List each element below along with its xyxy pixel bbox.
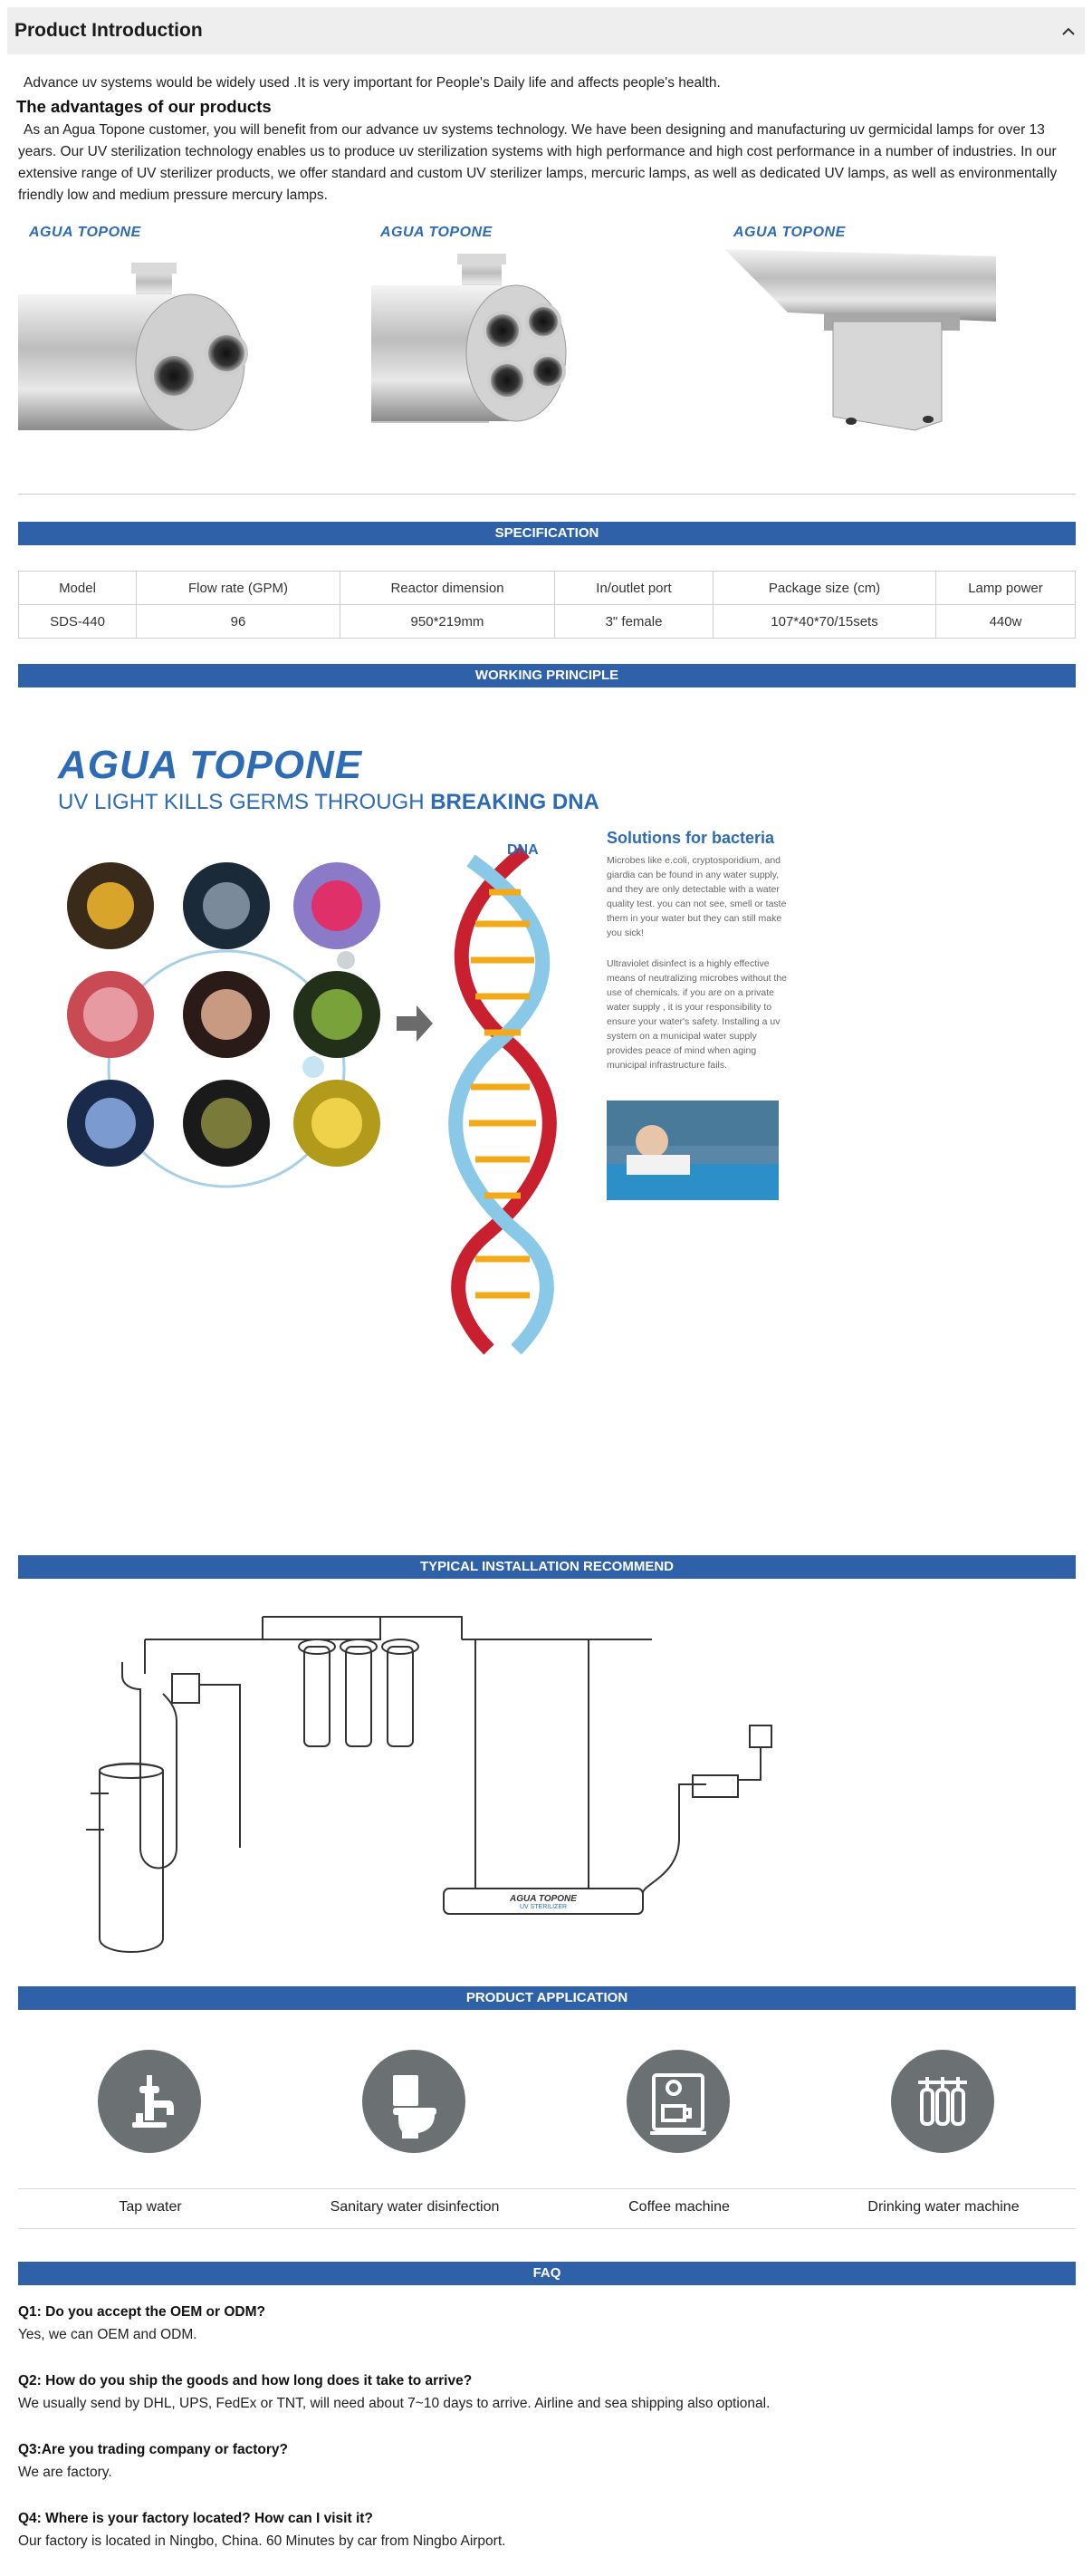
column-header: Lamp power [936, 572, 1076, 605]
column-header: In/outlet port [555, 572, 714, 605]
table-cell: 3" female [555, 605, 714, 639]
faq-question: Q3:Are you trading company or factory? [18, 2442, 288, 2457]
application-grid [18, 2020, 1076, 2237]
application-item [547, 2020, 811, 2237]
ballast-brand: AGUA TOPONE [131, 1688, 206, 1699]
application-label: Tap water [119, 2199, 182, 2215]
divider [18, 494, 1076, 495]
working-principle-heading: WORKING PRINCIPLE [18, 664, 1076, 687]
product-application-heading: PRODUCT APPLICATION [18, 1986, 1076, 2010]
table-cell: SDS-440 [19, 605, 137, 639]
table-cell: 950*219mm [340, 605, 555, 639]
uv-sterilizer-multi-port-photo [371, 240, 643, 457]
faq-item [18, 2438, 1076, 2484]
specification-table [18, 571, 1076, 639]
application-item [811, 2020, 1076, 2237]
product-introduction-header[interactable] [7, 7, 1085, 54]
column-header: Package size (cm) [714, 572, 936, 605]
dna-label: DNA [507, 842, 539, 858]
application-item [18, 2020, 283, 2237]
intro-line: Advance uv systems would be widely used .It is very important for People's Daily life and affects people's health. [24, 75, 721, 91]
faq-question: Q2: How do you ship the goods and how long does it take to arrive? [18, 2373, 473, 2389]
ballast-label: UV Ballast [141, 1668, 196, 1681]
specification-heading: SPECIFICATION [18, 522, 1076, 545]
installation-diagram [18, 1576, 1076, 1956]
toilet-icon [362, 2050, 465, 2153]
coffee-machine-icon [627, 2050, 730, 2153]
dna-helix-icon [455, 851, 550, 1350]
faq-item [18, 2369, 1076, 2415]
application-label: Coffee machine [628, 2199, 730, 2215]
column-header: Flow rate (GPM) [137, 572, 340, 605]
intro-paragraph: As an Agua Topone customer, you will benefit from our advance uv systems technology. We have been designing and manufacturing uv germicidal lamps for over 13 years. Our UV sterilization technology enables us to produce uv sterilization systems with high performance and high cost performance in a number of industries. In our extensive range of UV sterilizer products, we offer standard and custom UV sterilizer lamps, mercuric lamps, as well as dedicated UV lamps, as well as environmentally friendly low and medium pressure mercury lamps. [18, 122, 1058, 203]
product-image-1 [18, 222, 290, 457]
faucet-icon [98, 2050, 201, 2153]
table-cell: 440w [936, 605, 1076, 639]
application-label: Sanitary water disinfection [330, 2199, 500, 2215]
table-cell: 107*40*70/15sets [714, 605, 936, 639]
faq-answer: Our factory is located in Ningbo, China. 60 Minutes by car from Ningbo Airport. [18, 2533, 506, 2549]
brand-logo: AGUA TOPONE [29, 225, 141, 240]
table-cell: 96 [137, 605, 340, 639]
uv-sterilizer-bracket-photo [724, 240, 1014, 457]
faq-item [18, 2507, 1076, 2552]
solutions-text: Ultraviolet disinfect is a highly effective means of neutralizing microbes without the use of chemicals. if you are on a private water supply , it is your responsibility to ensure your water's safety. Installing a uv system on a municipal water supply provides peace of mind when aging municipal infrastructure fails. [607, 958, 788, 1071]
installation-heading: TYPICAL INSTALLATION RECOMMEND [18, 1555, 1076, 1579]
application-item [283, 2020, 547, 2237]
brand-logo-large: AGUA TOPONE [58, 743, 363, 787]
install-unit-sub: UV STERILIZER [519, 1904, 568, 1910]
brand-logo: AGUA TOPONE [380, 225, 493, 240]
principle-illustration [18, 697, 1076, 1513]
install-unit-brand: AGUA TOPONE [510, 1894, 577, 1904]
tagline-bold: BREAKING DNA [430, 790, 599, 814]
solutions-text: Microbes like e.coli, cryptosporidium, and giardia can be found in any water supply, and they are only detectable with a water quality test. you can not see, smell or taste them in your water but they can still make you sick! [607, 855, 787, 938]
faq-answer: We usually send by DHL, UPS, FedEx or TNT, will need about 7~10 days to arrive. Airline and sea shipping also optional. [18, 2396, 771, 2411]
faq-question: Q4: Where is your factory located? How can I visit it? [18, 2511, 373, 2526]
faq-heading: FAQ [18, 2262, 1076, 2285]
uv-sterilizer-photo [18, 240, 290, 457]
column-header: Reactor dimension [340, 572, 555, 605]
solutions-title: Solutions for bacteria [607, 829, 775, 847]
table-row [19, 605, 1076, 639]
faq-answer: We are factory. [18, 2465, 112, 2480]
water-filter-icon [891, 2050, 994, 2153]
chevron-up-icon[interactable] [1061, 22, 1076, 41]
advantages-title: The advantages of our products [16, 97, 272, 116]
faq-question: Q1: Do you accept the OEM or ODM? [18, 2304, 265, 2320]
column-header: Model [19, 572, 137, 605]
arrow-icon [397, 1005, 433, 1042]
faq-list [18, 2301, 1076, 2576]
application-label: Drinking water machine [867, 2199, 1020, 2215]
product-image-2 [371, 222, 643, 457]
microbe-circles [67, 862, 380, 1167]
table-header-row [19, 572, 1076, 605]
product-image-3 [724, 222, 996, 457]
product-images [18, 222, 1078, 457]
brand-logo: AGUA TOPONE [733, 225, 846, 240]
faq-item [18, 2301, 1076, 2346]
faq-answer: Yes, we can OEM and ODM. [18, 2327, 197, 2342]
tagline-normal: UV LIGHT KILLS GERMS THROUGH [58, 790, 431, 814]
section-title: Product Introduction [14, 20, 203, 41]
intro-text [18, 72, 1078, 207]
